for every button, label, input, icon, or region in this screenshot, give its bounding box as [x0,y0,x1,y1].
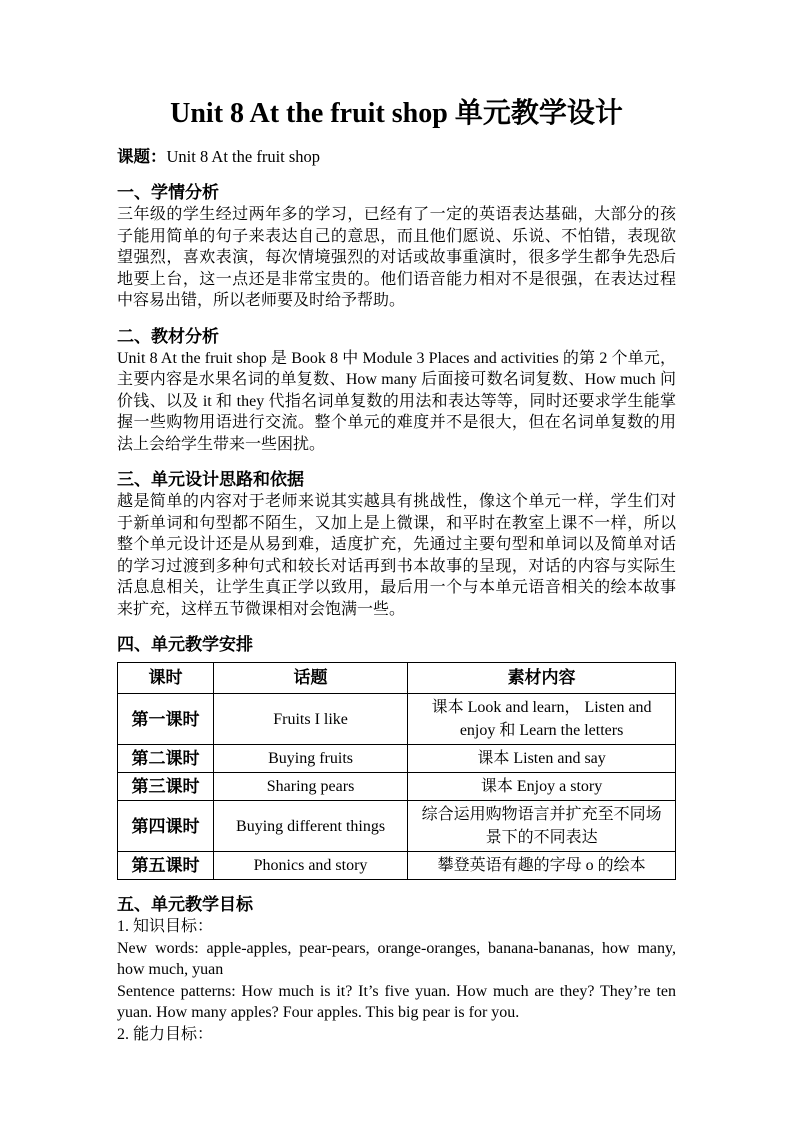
table-row [118,852,676,880]
section-body-student-analysis: 三年级的学生经过两年多的学习，已经有了一定的英语表达基础，大部分的孩子能用简单的句子来表达自己的意思，而且他们愿说、乐说、不怕错，表现欲望强烈，喜欢表演，每次情境强烈的对话或故事重演时，很多学生都争先恐后地要上台，这一点还是非常宝贵的。他们语音能力相对不是很强，在表达过程中容易出错，所以老师要及时给予帮助。 [117,206,676,309]
table-cell-topic: Sharing pears [213,773,407,801]
section-body-design-rationale: 越是简单的内容对于老师来说其实越具有挑战性，像这个单元一样，学生们对于新单词和句型都不陌生，又加上是上微课，和平时在教室上课不一样，所以整个单元设计还是从易到难，适度扩充，先通过主要句型和单词以及简单对话的学习过渡到多种句式和较长对话再到书本故事的呈现，对话的内容与实际生活息息相关，让学生真正学以致用，最后用一个与本单元语音相关的绘本故事来扩充，这样五节微课相对会饱满一些。 [117,493,676,618]
table-cell-topic: Buying fruits [213,745,407,773]
table-header-period: 课时 [118,663,214,694]
topic-label: 课题： [117,147,167,166]
table-row [118,773,676,801]
table-cell-topic: Buying different things [213,801,407,852]
section-body-material-analysis: Unit 8 At the fruit shop 是 Book 8 中 Module 3 Places and activities 的第 2 个单元，主要内容是水果名词的单复数、How many 后面接可数名词复数、How much 问价钱、以及 it 和 they 代指名词单复数的用法和表达等等，同时还要求学生能掌握一些购物用语进行交流。整个单元的难度并不是很大，但在名词单复数的用法上会给学生带来一些困扰。 [117,349,676,453]
section-heading-student-analysis: 一、学情分析 [117,183,219,202]
section-heading-design-rationale: 三、单元设计思路和依据 [117,470,304,489]
table-cell-topic: Fruits I like [213,694,407,745]
table-cell-material: 课本 Look and learn， Listen and enjoy 和 Learn the letters [408,694,676,745]
objective-knowledge-label: 1. 知识目标： [117,918,214,935]
table-cell-period: 第四课时 [118,801,214,852]
document-title: Unit 8 At the fruit shop 单元教学设计 [170,98,623,129]
table-cell-period: 第二课时 [118,745,214,773]
section-heading-teaching-schedule: 四、单元教学安排 [117,635,253,654]
topic-line [117,146,676,168]
section-heading-teaching-objectives: 五、单元教学目标 [117,895,253,914]
table-row [118,801,676,852]
table-cell-period: 第五课时 [118,852,214,880]
table-row [118,694,676,745]
table-cell-topic: Phonics and story [213,852,407,880]
table-row [118,745,676,773]
topic-value: Unit 8 At the fruit shop [166,147,321,166]
table-cell-material: 课本 Enjoy a story [408,773,676,801]
table-cell-material: 攀登英语有趣的字母 o 的绘本 [408,852,676,880]
table-header-row [118,663,676,694]
table-header-topic: 话题 [213,663,407,694]
objective-sentence-patterns: Sentence patterns: How much is it? It’s five yuan. How much are they? They’re ten yuan. How many apples? Four apples. This big pear is for you. [117,982,676,1021]
objectives-block [117,916,676,1045]
objective-new-words: New words: apple-apples, pear-pears, orange-oranges, banana-bananas, how many, how much, yuan [117,939,676,978]
section-heading-material-analysis: 二、教材分析 [117,326,219,346]
objective-ability-label: 2. 能力目标： [117,1025,214,1043]
table-header-material: 素材内容 [408,663,676,694]
table-cell-material: 课本 Listen and say [408,745,676,773]
table-cell-period: 第三课时 [118,773,214,801]
table-cell-period: 第一课时 [118,694,214,745]
table-cell-material: 综合运用购物语言并扩充至不同场景下的不同表达 [408,801,676,852]
schedule-table [117,662,676,880]
